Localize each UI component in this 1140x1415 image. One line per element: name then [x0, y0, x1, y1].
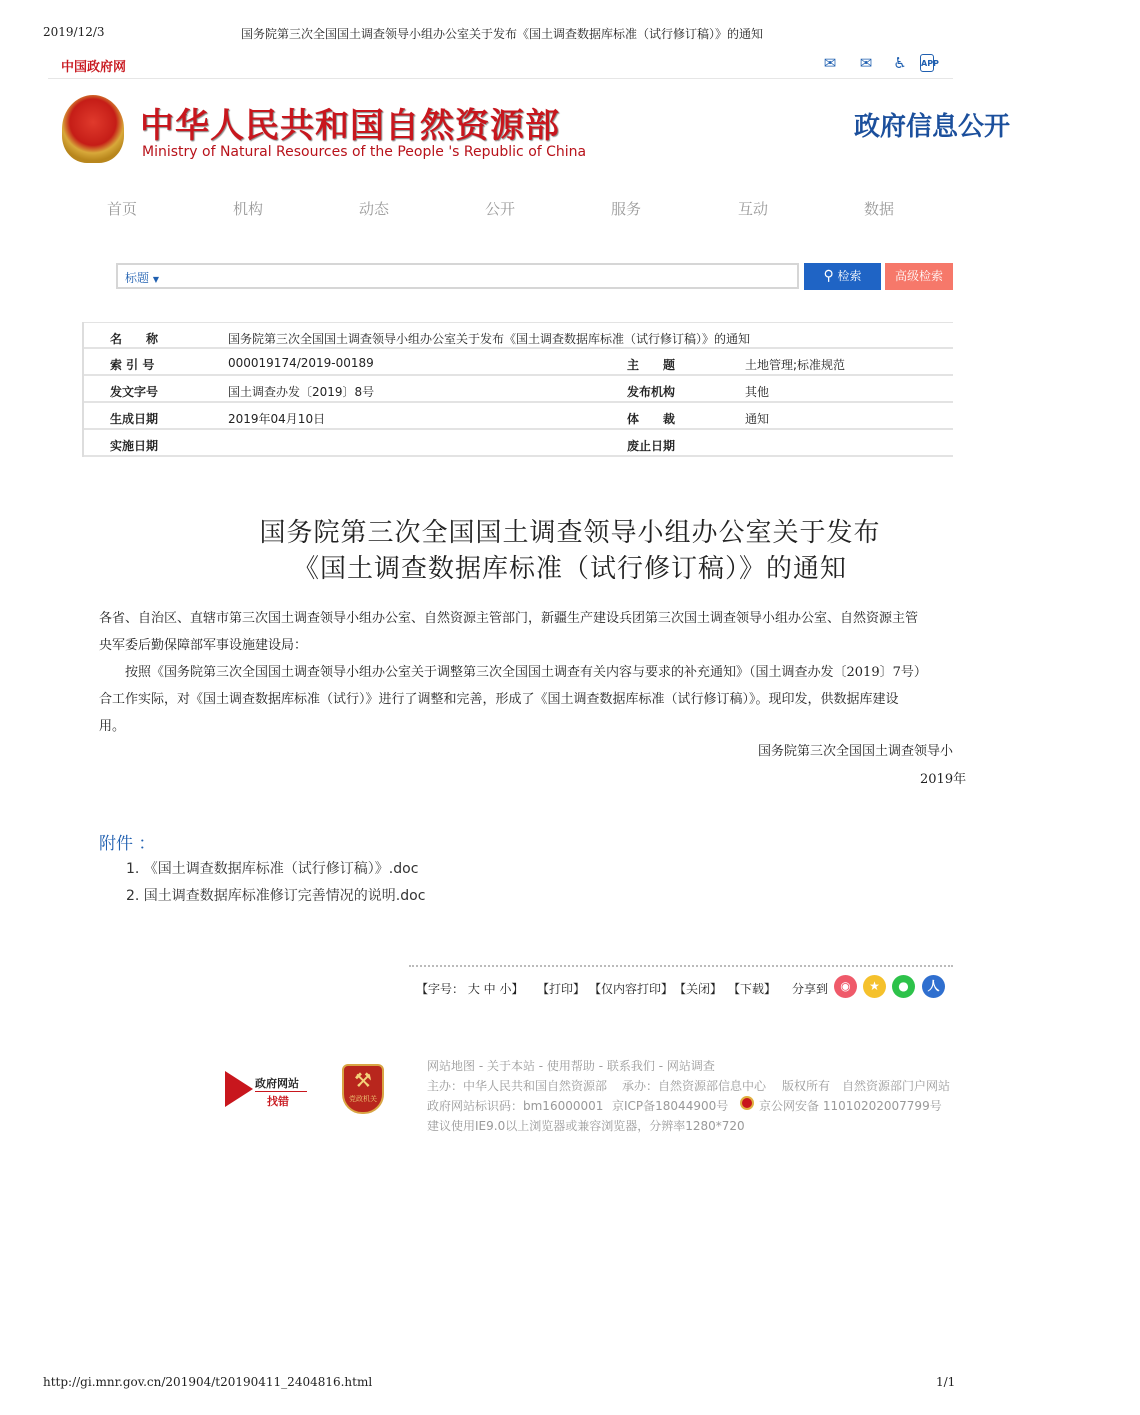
top-bar: [48, 50, 953, 79]
meta-label: 体 裁: [627, 412, 676, 426]
badge-text: 找错: [267, 1095, 289, 1108]
badge-text: 党政机关: [349, 1095, 377, 1103]
weibo-share-icon[interactable]: ◉: [834, 975, 857, 998]
accessibility-icon[interactable]: ♿: [893, 54, 907, 72]
meta-row: [84, 376, 953, 403]
print-url: http://gi.mnr.gov.cn/201904/t20190411_2404816.html: [43, 1375, 373, 1389]
magnifier-icon: [225, 1071, 253, 1107]
meta-label: 索 引 号: [110, 358, 155, 372]
signature: [600, 740, 953, 759]
metadata-table: [82, 322, 953, 457]
footer-undertake: 承办：自然资源部信息中心: [622, 1079, 767, 1093]
meta-value: 2019年04月10日: [228, 412, 326, 426]
search-scope-select[interactable]: [125, 269, 159, 286]
meta-label: 生成日期: [110, 412, 159, 426]
nav-public[interactable]: 公开: [485, 200, 516, 218]
nav-home[interactable]: 首页: [107, 200, 138, 218]
print-content-button[interactable]: 【仅内容打印】: [589, 982, 674, 996]
meta-value: 国土调查办发〔2019〕8号: [228, 385, 375, 399]
gov-site-error-badge[interactable]: [225, 1069, 310, 1109]
close-button[interactable]: 【关闭】: [674, 982, 723, 996]
footer-icp[interactable]: 京ICP备18044900号: [612, 1099, 729, 1113]
meta-row: [84, 322, 953, 349]
badge-text: 政府网站: [255, 1077, 299, 1090]
title-line-2: 《国土调查数据库标准（试行修订稿）》的通知: [292, 554, 847, 584]
divider: [409, 965, 953, 967]
meta-value: 土地管理;标准规范: [745, 358, 846, 372]
mail-settings-icon[interactable]: ✉: [859, 54, 873, 72]
attachment-link[interactable]: 2. 国土调查数据库标准修订完善情况的说明.doc: [126, 888, 426, 904]
body-line: 合工作实际，对《国土调查数据库标准（试行）》进行了调整和完善，形成了《国土调查数据库标准（试行修订稿）》。现印发，供数据库建设: [99, 692, 899, 707]
footer-links[interactable]: 网站地图 - 关于本站 - 使用帮助 - 联系我们 - 网站调查: [427, 1059, 715, 1073]
title-line-1: 国务院第三次全国国土调查领导小组办公室关于发布: [259, 518, 881, 548]
badge-divider: [255, 1091, 307, 1092]
body-line: 按照《国务院第三次全国国土调查领导小组办公室关于调整第三次全国国土调查有关内容与要求的补充通知》（国土调查办发〔2019〕7号）: [99, 665, 927, 680]
section-title: 政府信息公开: [854, 112, 1011, 142]
meta-label: 实施日期: [110, 439, 159, 453]
body-line: 央军委后勤保障部军事设施建设局：: [99, 638, 308, 653]
signature-date: 2019年: [920, 772, 967, 787]
nav-service[interactable]: 服务: [611, 200, 642, 218]
share-label: 分享到: [792, 982, 829, 996]
document-title: [0, 515, 1140, 587]
meta-value: 000019174/2019-00189: [228, 356, 374, 370]
body-line: 各省、自治区、直辖市第三次国土调查领导小组办公室、自然资源主管部门，新疆生产建设兵团第三次国土调查领导小组办公室、自然资源主管: [99, 611, 919, 626]
body-line: 用。: [99, 719, 126, 734]
meta-label: 发文字号: [110, 385, 159, 399]
meta-label: 发布机构: [627, 385, 676, 399]
attachment-link[interactable]: 1. 《国土调查数据库标准（试行修订稿）》.doc: [126, 861, 419, 877]
meta-row: [84, 349, 953, 376]
nav-org[interactable]: 机构: [233, 200, 264, 218]
advanced-search-button[interactable]: 高级检索: [885, 263, 953, 290]
meta-value: 国务院第三次全国国土调查领导小组办公室关于发布《国土调查数据库标准（试行修订稿）》的通知: [228, 332, 751, 346]
national-emblem-logo: [62, 95, 124, 163]
meta-label: 主 题: [627, 358, 676, 372]
logo-title-cn: 中华人民共和国自然资源部: [140, 106, 560, 146]
print-button[interactable]: 【打印】: [537, 982, 586, 996]
mail-icon[interactable]: ✉: [823, 54, 837, 72]
print-date: 2019/12/3: [43, 25, 105, 39]
search-button-label: 检索: [837, 269, 862, 283]
meta-label: 废止日期: [627, 439, 676, 453]
wechat-share-icon[interactable]: ●: [892, 975, 915, 998]
meta-value: 通知: [745, 412, 770, 426]
print-page: 1/1: [936, 1375, 956, 1389]
gov-link[interactable]: 中国政府网: [61, 60, 127, 75]
party-gov-badge[interactable]: [342, 1064, 384, 1114]
caret-down-icon: ▼: [152, 275, 159, 284]
download-button[interactable]: 【下载】: [728, 982, 777, 996]
footer-copyright: 版权所有 自然资源部门户网站: [782, 1079, 951, 1093]
footer-police[interactable]: 京公网安备 11010202007799号: [759, 1099, 942, 1113]
search-icon: ⚲: [823, 268, 834, 284]
footer-site-id: 政府网站标识码：bm16000001: [427, 1099, 604, 1113]
logo-title-en: Ministry of Natural Resources of the People 's Republic of China: [142, 144, 587, 160]
meta-value: 其他: [745, 385, 770, 399]
search-button[interactable]: [804, 263, 881, 290]
police-badge-icon: [740, 1096, 754, 1110]
document-body: [99, 605, 953, 740]
footer-advice: 建议使用IE9.0以上浏览器或兼容浏览器，分辨率1280*720: [427, 1119, 745, 1133]
meta-row: [84, 430, 953, 457]
renren-share-icon[interactable]: 人: [922, 975, 945, 998]
search-scope-label: 标题: [125, 271, 150, 285]
footer-host: 主办：中华人民共和国自然资源部: [427, 1079, 608, 1093]
attachments-heading: 附件 ：: [99, 834, 156, 854]
search-input[interactable]: [116, 263, 799, 289]
nav-data[interactable]: 数据: [864, 200, 895, 218]
nav-interact[interactable]: 互动: [738, 200, 769, 218]
nav-news[interactable]: 动态: [359, 200, 390, 218]
print-title: 国务院第三次全国国土调查领导小组办公室关于发布《国土调查数据库标准（试行修订稿）》的通知: [241, 27, 764, 41]
app-icon[interactable]: APP: [920, 54, 934, 72]
meta-row: [84, 403, 953, 430]
party-emblem-icon: ⚒: [354, 1068, 372, 1092]
qzone-share-icon[interactable]: ★: [863, 975, 886, 998]
signature-org: 国务院第三次全国国土调查领导小: [757, 744, 953, 759]
meta-label: 名 称: [110, 332, 159, 346]
font-size-control[interactable]: 【字号： 大 中 小】: [416, 982, 524, 996]
